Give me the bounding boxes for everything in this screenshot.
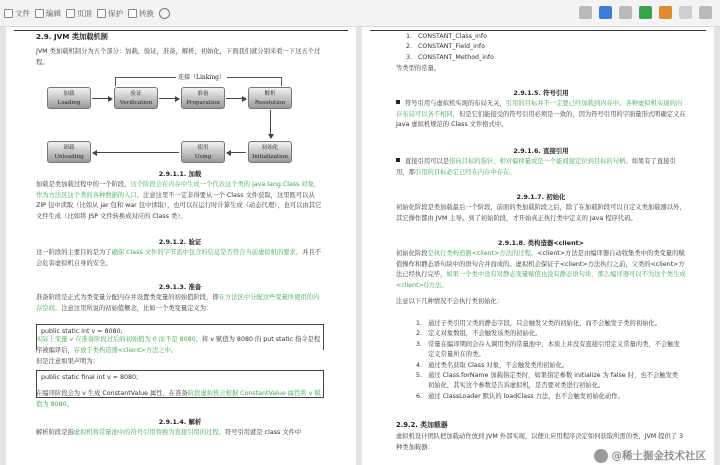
subsection-client-title: 2.9.1.8. 类构造器<client> bbox=[497, 239, 585, 247]
menu-convert[interactable] bbox=[128, 8, 154, 19]
subsection-prepare-text: 准备阶段是正式为类变量分配内存并设置类变量的初始值阶段，即在方法区中分配这些变量所使用的内存空间。注意这里所说的初始值概念，比如一个类变量定义为： bbox=[36, 294, 320, 312]
stage-verification: 验证 Verification bbox=[114, 87, 158, 109]
subsection-resolve-text: 解析阶段是指虚拟机将常量池中的符号引用替换为直接引用的过程。符号引用就是 class 文件中 bbox=[36, 429, 302, 436]
share-icon[interactable] bbox=[619, 6, 632, 19]
arrow-use-unload bbox=[93, 152, 179, 153]
code-line-1: public static int v = 8080; bbox=[41, 328, 123, 335]
arrow-prepare-resolve bbox=[226, 98, 246, 99]
stage-resolution: 解析 Resolution bbox=[248, 87, 292, 109]
arrow-init-use bbox=[227, 152, 246, 153]
header-rule bbox=[14, 30, 348, 31]
undo-icon[interactable] bbox=[579, 6, 592, 19]
app-toolbar bbox=[0, 0, 720, 27]
code-explanation: 实际上变量 v 在准备阶段过后的初始值为 0 而不是 8080，将 v 赋值为 8080 的 put static 指令是程序被编译后，存放于类构造器<client>方法之中。 bbox=[36, 336, 321, 354]
list-item: 3. CONSTANT_Method_info bbox=[406, 53, 495, 61]
subsection-classloader-title: 2.9.2. 类加载器 bbox=[396, 421, 448, 429]
menu-page-label: 页面 bbox=[77, 8, 92, 18]
subsection-resolve-title: 2.9.1.4. 解析 bbox=[158, 418, 202, 426]
document-page-left bbox=[6, 27, 356, 465]
subsection-prepare-title: 2.9.1.3. 准备 bbox=[158, 283, 202, 291]
list-item: 1. 通过子类引用父类的静态字段，只会触发父类的初始化，而不会触发子类的初始化。 bbox=[416, 320, 661, 327]
stage-unloading: 卸载 Unloading bbox=[47, 141, 91, 163]
convert-icon bbox=[128, 9, 137, 18]
arrow-resolve-init bbox=[270, 110, 271, 138]
menu-page[interactable] bbox=[66, 8, 92, 19]
sync-icon[interactable] bbox=[639, 6, 652, 19]
list-tail: 等类型的常量。 bbox=[396, 65, 441, 72]
document-page-right bbox=[362, 27, 714, 465]
subsection-classloader-text: 虚拟机设计团队把加载动作放到 JVM 外部实现，以便让应用程序决定如何获取所需的类，JVM 提供了 3 种类加载器： bbox=[396, 433, 684, 451]
no-init-note: 注意以下几种情况不会执行类初始化： bbox=[396, 298, 504, 305]
subsection-init-title: 2.9.1.7. 初始化 bbox=[516, 193, 566, 201]
edit-icon bbox=[35, 9, 44, 18]
page-icon bbox=[66, 9, 75, 18]
no-init-list bbox=[416, 319, 684, 402]
list-item: 2. CONSTANT_Field_info bbox=[406, 43, 485, 51]
pdf-icon[interactable] bbox=[659, 6, 672, 19]
subsection-load-text: 加载是类加载过程中的一个阶段，这个阶段会在内存中生成一个代表这个类的 java.lang.Class 对象，作为方法区这个类的各种数据的入口。注意这里不一定非得要从一个 Class 文件获取，这里既可以从 ZIP 包中读取（比如从 jar 包和 war 包中读取），也可以在运行时计算生成（动态代理），也可以由其它文件生成（比如将 JSP 文件转换成对应的 Class 类）。 bbox=[36, 181, 322, 220]
watermark-text: @稀土掘金技术社区 bbox=[611, 450, 706, 462]
subsection-symref-text: 符号引用与虚拟机实现的布局无关，引用的目标并不一定要已经加载到内存中。各种虚拟机实现的内存布局可以各不相同，但是它们能接受的符号引用必须是一致的，因为符号引用的字面量形式明确定义在 Java 虚拟机规范的 Class 文件格式中。 bbox=[396, 100, 686, 128]
watermark bbox=[594, 448, 707, 463]
menu-file-label: 文件 bbox=[15, 8, 30, 18]
but-note: 但是注意如果声明为： bbox=[36, 358, 99, 365]
subsection-symref-title: 2.9.1.5. 符号引用 bbox=[513, 89, 569, 97]
search-icon[interactable] bbox=[159, 8, 170, 19]
constantvalue-text: 在编译阶段会为 v 生成 ConstantValue 属性，在准备阶段虚拟机会根据 ConstantValue 属性将 v 赋值为 8080。 bbox=[36, 390, 321, 408]
subsection-load-title: 2.9.1.1. 加载 bbox=[158, 170, 202, 178]
section-title: 2.9. JVM 类加载机制 bbox=[36, 32, 108, 41]
list-item: 5. 通过 Class.forName 加载指定类时，如果指定参数 initialize 为 false 时，也不会触发类初始化，其实这个参数是告诉虚拟机，是否要对类进行初始化。 bbox=[416, 372, 679, 390]
file-icon bbox=[4, 9, 13, 18]
arrow-verify-prepare bbox=[159, 98, 179, 99]
juejin-logo-icon bbox=[594, 449, 608, 463]
subsection-init-text: 初始化阶段是类加载最后一个阶段，前面的类加载阶段之后，除了在加载阶段可以自定义类加载器以外，其它操作都由 JVM 主导。到了初始阶段，才开始真正执行类中定义的 Java 程序代码。 bbox=[396, 204, 686, 222]
list-item: 4. 通过类名获取 Class 对象，不会触发类的初始化。 bbox=[416, 361, 569, 369]
constant-list bbox=[406, 32, 686, 63]
cloud-icon[interactable] bbox=[599, 6, 612, 19]
more-icon[interactable] bbox=[679, 6, 692, 19]
menu-protect-label: 保护 bbox=[108, 8, 123, 18]
linking-label: 连接（Linking） bbox=[178, 74, 226, 81]
subsection-verify-text: 这一阶段的主要目的是为了确保 Class 文件的字节流中包含的信息是否符合当前虚拟机的要求，并且不会危害虚拟机自身的安全。 bbox=[36, 249, 322, 267]
subsection-verify-title: 2.9.1.2. 验证 bbox=[158, 238, 202, 246]
list-item: 1. CONSTANT_Class_info bbox=[406, 33, 487, 40]
menu-bar bbox=[4, 5, 170, 21]
toolbar-right-icons bbox=[579, 6, 712, 19]
collapse-icon[interactable] bbox=[699, 6, 712, 19]
menu-edit[interactable] bbox=[35, 8, 61, 19]
menu-protect[interactable] bbox=[97, 8, 123, 19]
list-item: 6. 通过 ClassLoader 默认的 loadClass 方法，也不会触发初始化动作。 bbox=[416, 392, 624, 400]
arrow-load-verify bbox=[92, 98, 112, 99]
subsection-directref-text: 直接引用可以是指向目标的指针，相对偏移量或是一个能间接定位到目标的句柄。如果有了直接引用，那引用的目标必定已经在内存中存在。 bbox=[396, 158, 676, 176]
code-line-2: public static final int v = 8080; bbox=[41, 374, 139, 381]
stage-using: 使用 Using bbox=[181, 141, 225, 163]
subsection-client-text: 初始化阶段是执行类构造器<client>方法的过程。<client>方法是由编译器自动收集类中的类变量的赋值操作和静态语句块中的语句合并而成的。虚拟机会保证子<client>方法执行之前，父类的<client>方法已经执行完毕，如果一个类中没有对静态变量赋值也没有静态语句块，那么编译器可以不为这个类生成<client>()方法。 bbox=[396, 250, 686, 289]
protect-icon bbox=[97, 9, 106, 18]
list-item: 3. 常量在编译期间会存入调用类的常量池中，本质上并没有直接引用定义常量的类，不会触发定义常量所在的类。 bbox=[416, 340, 680, 359]
bullet-icon bbox=[396, 100, 400, 104]
stage-loading: 加载 Loading bbox=[47, 87, 91, 109]
menu-convert-label: 转换 bbox=[139, 8, 154, 18]
bullet-icon bbox=[396, 158, 400, 162]
menu-edit-label: 编辑 bbox=[46, 8, 61, 18]
stage-initialization: 初始化 Initialization bbox=[248, 141, 292, 163]
list-item: 2. 定义对象数组，不会触发该类的初始化。 bbox=[416, 330, 542, 338]
header-rule bbox=[370, 30, 706, 31]
subsection-directref-title: 2.9.1.6. 直接引用 bbox=[513, 147, 569, 155]
intro-paragraph: JVM 类加载机制分为五个部分：加载，验证，准备，解析，初始化，下面我们就分别来看一下这五个过程。 bbox=[36, 48, 321, 66]
stage-preparation: 准备 Preparation bbox=[181, 87, 225, 109]
menu-file[interactable] bbox=[4, 8, 30, 19]
